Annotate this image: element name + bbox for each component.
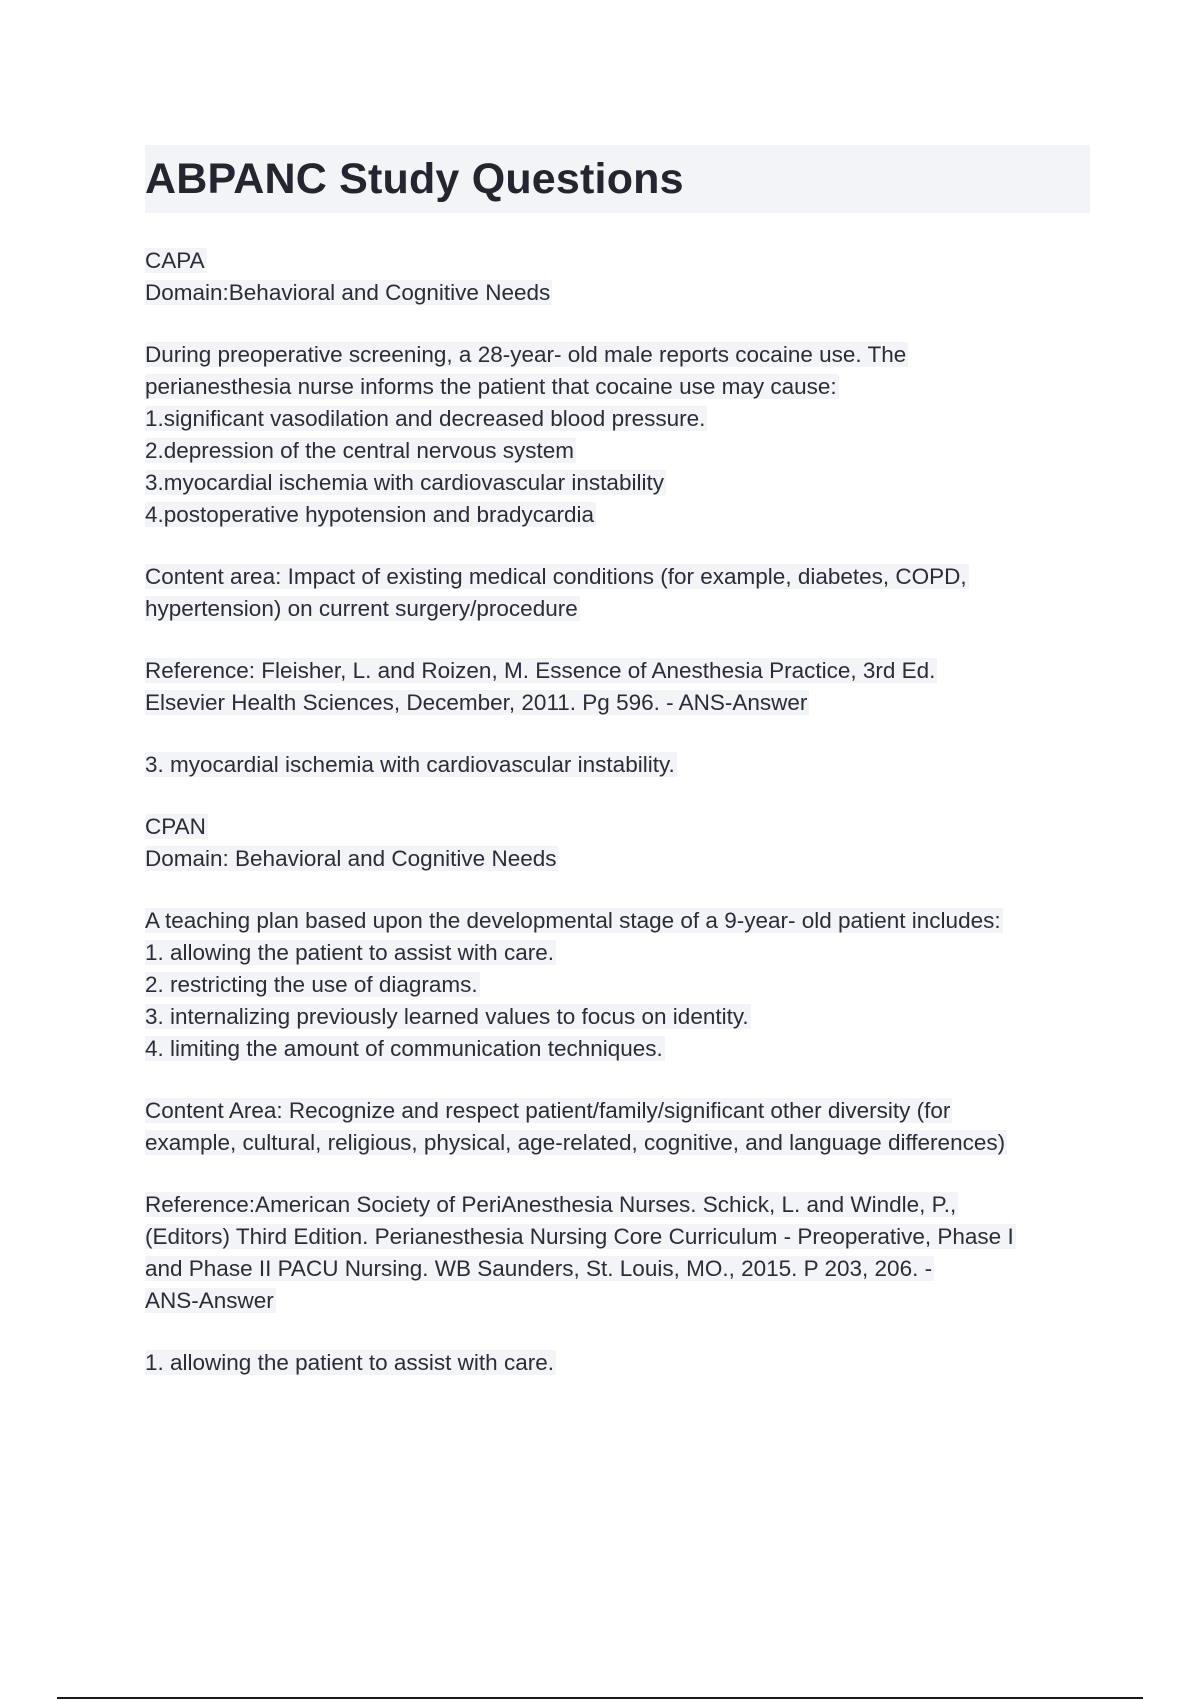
page-title: ABPANC Study Questions: [145, 154, 684, 203]
q2-domain: Domain: Behavioral and Cognitive Needs: [145, 846, 557, 871]
q2-reference-line: ANS-Answer: [145, 1288, 274, 1313]
q1-content-line: hypertension) on current surgery/procedure: [145, 596, 578, 621]
q2-reference-line: (Editors) Third Edition. Perianesthesia Nursing Core Curriculum - Preoperative, Phase I: [145, 1224, 1014, 1249]
document-page: [145, 145, 1090, 1409]
title-band: [145, 145, 1090, 213]
q2-option: 1. allowing the patient to assist with care.: [145, 940, 554, 965]
q2-content-area: [145, 1095, 1090, 1159]
q1-reference-line: Elsevier Health Sciences, December, 2011. Pg 596. - ANS-Answer: [145, 690, 808, 715]
q2-stem-line: A teaching plan based upon the developmental stage of a 9-year- old patient includes:: [145, 908, 1001, 933]
q2-reference-line: and Phase II PACU Nursing. WB Saunders, St. Louis, MO., 2015. P 203, 206. -: [145, 1256, 933, 1281]
q2-reference-line: Reference:American Society of PeriAnesthesia Nurses. Schick, L. and Windle, P.,: [145, 1192, 957, 1217]
q2-option: 3. internalizing previously learned values to focus on identity.: [145, 1004, 749, 1029]
footer-divider: [57, 1697, 1143, 1699]
q1-header: [145, 245, 1090, 309]
q2-answer: [145, 1347, 1090, 1379]
q2-answer-line: 1. allowing the patient to assist with care.: [145, 1350, 554, 1375]
q1-question: [145, 339, 1090, 531]
q1-option: 3.myocardial ischemia with cardiovascular instability: [145, 470, 664, 495]
q2-reference: [145, 1189, 1090, 1317]
q2-content-line: Content Area: Recognize and respect patient/family/significant other diversity (for: [145, 1098, 951, 1123]
q1-stem-line: During preoperative screening, a 28-year- old male reports cocaine use. The: [145, 342, 907, 367]
q2-option: 2. restricting the use of diagrams.: [145, 972, 478, 997]
q2-content-line: example, cultural, religious, physical, age-related, cognitive, and language differences): [145, 1130, 1006, 1155]
q1-domain: Domain:Behavioral and Cognitive Needs: [145, 280, 551, 305]
q2-header: [145, 811, 1090, 875]
q1-answer: [145, 749, 1090, 781]
q1-answer-line: 3. myocardial ischemia with cardiovascular instability.: [145, 752, 675, 777]
q1-reference: [145, 655, 1090, 719]
q2-question: [145, 905, 1090, 1065]
q1-option: 4.postoperative hypotension and bradycardia: [145, 502, 595, 527]
q1-content-line: Content area: Impact of existing medical conditions (for example, diabetes, COPD,: [145, 564, 967, 589]
q1-stem-line: perianesthesia nurse informs the patient that cocaine use may cause:: [145, 374, 837, 399]
q1-reference-line: Reference: Fleisher, L. and Roizen, M. Essence of Anesthesia Practice, 3rd Ed.: [145, 658, 936, 683]
q1-option: 1.significant vasodilation and decreased blood pressure.: [145, 406, 706, 431]
q2-option: 4. limiting the amount of communication techniques.: [145, 1036, 663, 1061]
q2-cert: CPAN: [145, 814, 206, 839]
q1-content-area: [145, 561, 1090, 625]
q1-option: 2.depression of the central nervous system: [145, 438, 574, 463]
q1-cert: CAPA: [145, 248, 205, 273]
